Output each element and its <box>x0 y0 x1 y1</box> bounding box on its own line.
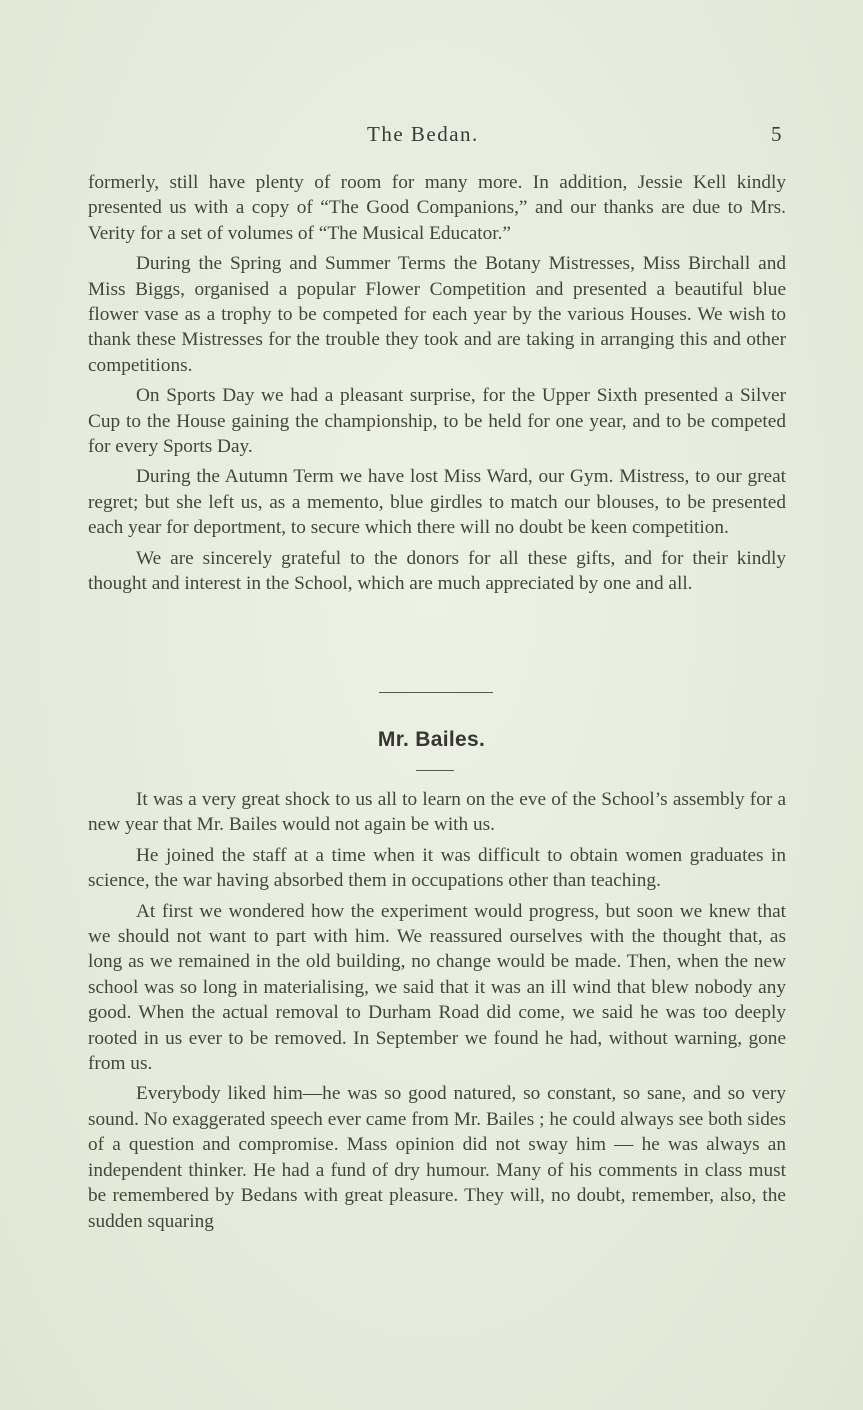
journal-title: The Bedan. <box>367 122 479 146</box>
paragraph-experiment: At first we wondered how the experiment would progress, but soon we knew that we should not want to part with him. We reassured ourselves with the thought that, as long as we remained in the old building, no change would be made. Then, when the new school was so long in materialising, we said that it was an ill wind that blew nobody any good. When the actual removal to Durham Road did come, we said he was too deeply rooted in us ever to be removed. In September we found he had, without warning, gone from us. <box>88 900 786 1075</box>
page-number: 5 <box>771 122 782 146</box>
paragraph-thanks: We are sincerely grateful to the donors for all these gifts, and for their kindly thought and interest in the School, which are much appreciated by one and all. <box>88 547 786 595</box>
paragraph-shock: It was a very great shock to us all to learn on the eve of the School’s assembly for a new year that Mr. Bailes would not again be with us. <box>88 789 786 836</box>
running-head <box>0 122 863 152</box>
paragraph-continued: formerly, still have plenty of room for many more. In addition, Jessie Kell kindly presented us with a copy of “The Good Companions,” and our thanks are due to Mrs. Verity for a set of volumes of “The Musical Educator.” <box>88 172 786 244</box>
paragraph-sports-day: On Sports Day we had a pleasant surprise, for the Upper Sixth presented a Silver Cup to the House gaining the championship, to be held for one year, and to be competed for every Sports Day. <box>88 385 786 458</box>
paragraph-character: Everybody liked him—he was so good natured, so constant, so sane, and so very sound. No exaggerated speech ever came from Mr. Bailes ; he could always see both sides of a question and compromise. Mass opinion did not sway him — he was always an independent thinker. He had a fund of dry humour. Many of his comments in class must be remembered by Bedans with great pleasure. They will, no doubt, remember, also, the sudden squaring <box>88 1083 786 1232</box>
paragraph-flower-competition: During the Spring and Summer Terms the Botany Mistresses, Miss Birchall and Miss Biggs, organised a popular Flower Competition and presented a beautiful blue flower vase as a trophy to be competed for each year by the various Houses. We wish to thank these Mistresses for the trouble they took and are taking in arranging this and other competitions. <box>88 253 786 376</box>
heading-underline <box>416 770 454 771</box>
article-continuation <box>88 170 786 602</box>
article-mr-bailes <box>88 787 786 1239</box>
section-heading: Mr. Bailes. <box>377 728 486 751</box>
paragraph-autumn-term: During the Autumn Term we have lost Miss Ward, our Gym. Mistress, to our great regret; but she left us, as a memento, blue girdles to match our blouses, to be presented each year for deportment, to secure which there will no doubt be keen competition. <box>88 466 786 539</box>
section-divider <box>379 692 493 693</box>
paragraph-joined-staff: He joined the staff at a time when it was difficult to obtain women graduates in science, the war having absorbed them in occupations other than teaching. <box>88 844 786 892</box>
